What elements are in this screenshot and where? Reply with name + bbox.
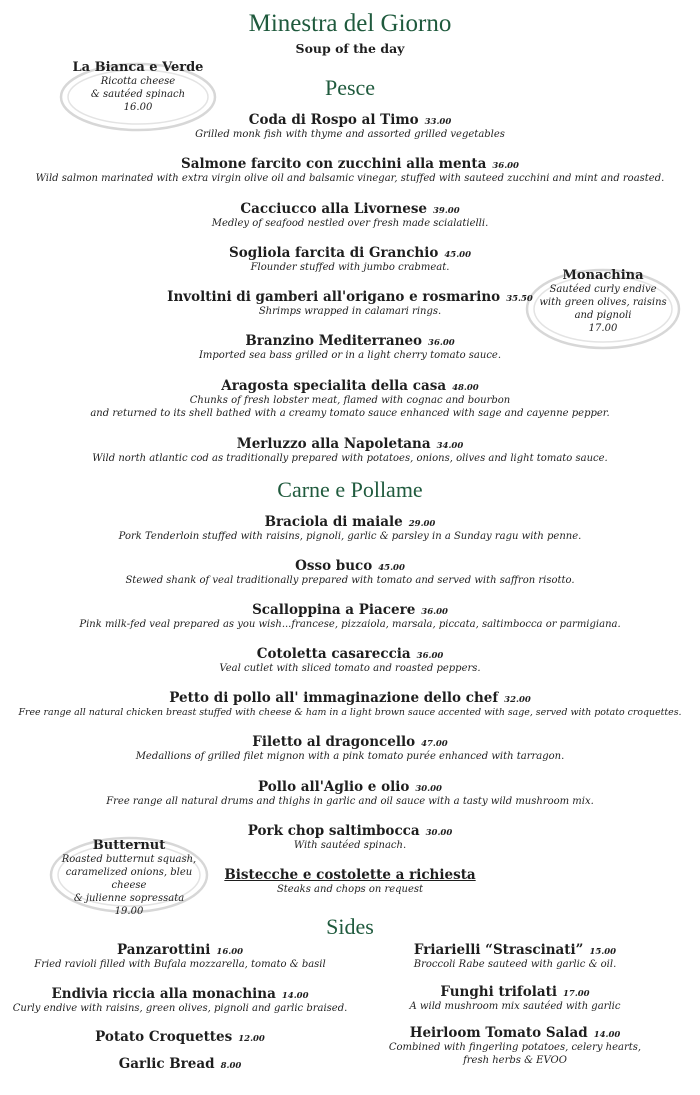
- section-title-carne: Carne e Pollame: [277, 477, 423, 502]
- item-description: Steaks and chops on request: [276, 884, 424, 895]
- item-description: fresh herbs & EVOO: [463, 1055, 567, 1066]
- side-item: [10, 983, 350, 1015]
- menu-item: [0, 643, 700, 675]
- item-price: 8.00: [220, 1061, 242, 1071]
- menu-item: [0, 242, 700, 274]
- item-description: Pork Tenderloin stuffed with raisins, pignoli, garlic & parsley in a Sunday ragu with penne.: [118, 531, 582, 542]
- item-description: Curly endive with raisins, green olives, pignoli and garlic braised.: [12, 1003, 348, 1014]
- item-name: Salmone farcito con zucchini alla menta: [181, 156, 487, 172]
- side-item: [10, 1053, 350, 1072]
- item-description: Wild salmon marinated with extra virgin olive oil and balsamic vinegar, stuffed with sauteed zucchini and mint and roasted.: [35, 173, 665, 184]
- special-monachina-name: Monachina: [562, 268, 644, 283]
- menu-item: [0, 776, 700, 808]
- item-price: 36.00: [428, 338, 455, 348]
- item-description: A wild mushroom mix sautéed with garlic: [409, 1001, 621, 1012]
- item-description: Flounder stuffed with jumbo crabmeat.: [250, 262, 450, 273]
- menu-item: [0, 330, 700, 362]
- special-butternut-price: 19.00: [114, 906, 144, 917]
- menu-item: [0, 820, 700, 852]
- item-price: 34.00: [436, 441, 464, 451]
- item-description: Pink milk-fed veal prepared as you wish...francese, pizzaiola, marsala, piccata, saltimbocca or parmigiana.: [79, 619, 621, 630]
- item-price: 12.00: [238, 1034, 265, 1044]
- item-description: With sautéed spinach.: [293, 840, 407, 851]
- item-price: 14.00: [593, 1030, 621, 1040]
- item-name: Branzino Mediterraneo: [245, 333, 423, 349]
- menu-item: [0, 153, 700, 185]
- special-bianca-line: & sautéed spinach: [90, 89, 186, 100]
- item-price: 16.00: [216, 947, 244, 957]
- side-item: [345, 1022, 685, 1067]
- item-price: 33.00: [424, 117, 452, 127]
- item-description: Grilled monk fish with thyme and assorted grilled vegetables: [195, 129, 505, 140]
- item-price: 35.50: [506, 294, 533, 304]
- special-bianca-line: Ricotta cheese: [100, 76, 176, 87]
- special-butternut-line: & julienne sopressata: [73, 893, 185, 904]
- special-monachina-line: Sautéed curly endive: [549, 284, 657, 295]
- item-name: Pork chop saltimbocca: [247, 823, 420, 839]
- item-description: Broccoli Rabe sauteed with garlic & oil.: [413, 959, 617, 970]
- item-price: 36.00: [421, 607, 448, 617]
- item-price: 29.00: [408, 519, 436, 529]
- special-monachina-line: with green olives, raisins: [539, 297, 667, 308]
- special-monachina-price: 17.00: [588, 323, 618, 334]
- special-butternut-line: caramelized onions, bleu cheese: [65, 867, 193, 891]
- item-description: Free range all natural drums and thighs in garlic and oil sauce with a tasty wild mushroom mix.: [106, 796, 594, 807]
- item-price: 36.00: [492, 161, 519, 171]
- item-description: Shrimps wrapped in calamari rings.: [258, 306, 442, 317]
- item-price: 30.00: [415, 784, 442, 794]
- item-price: 45.00: [444, 250, 471, 260]
- item-name: Osso buco: [295, 558, 373, 574]
- item-price: 39.00: [433, 206, 460, 216]
- menu-item: [0, 731, 700, 763]
- item-name: Potato Croquettes: [95, 1029, 233, 1045]
- item-name: Cotoletta casareccia: [256, 646, 411, 662]
- menu-item: [0, 375, 700, 420]
- item-description: Fried ravioli filled with Bufala mozzarella, tomato & basil: [34, 959, 326, 970]
- side-item: [10, 1026, 350, 1045]
- menu-item: [0, 599, 700, 631]
- item-price: 15.00: [589, 947, 617, 957]
- side-item: [345, 939, 685, 971]
- item-description: Wild north atlantic cod as traditionally prepared with potatoes, onions, olives and light tomato sauce.: [92, 453, 608, 464]
- menu-item: [120, 286, 580, 318]
- special-bianca-name: La Bianca e Verde: [72, 60, 204, 75]
- item-name: Panzarottini: [116, 942, 211, 958]
- special-monachina-line: and pignoli: [574, 310, 632, 321]
- side-item: [345, 981, 685, 1013]
- item-name: Cacciucco alla Livornese: [240, 201, 428, 217]
- item-description: Chunks of fresh lobster meat, flamed with cognac and bourbon: [189, 395, 511, 406]
- menu-item: [0, 511, 700, 543]
- side-item: [10, 939, 350, 971]
- item-name: Aragosta specialita della casa: [221, 378, 447, 394]
- item-description: Combined with fingerling potatoes, celery hearts,: [388, 1042, 642, 1053]
- menu-item: [0, 109, 700, 141]
- item-price: 47.00: [421, 739, 448, 749]
- item-description: Stewed shank of veal traditionally prepared with tomato and served with saffron risotto.: [125, 575, 575, 586]
- item-name: Funghi trifolati: [440, 984, 557, 1000]
- item-price: 48.00: [452, 383, 479, 393]
- item-name: Sogliola farcita di Granchio: [229, 245, 439, 261]
- menu-item: [0, 555, 700, 587]
- soup-title: Minestra del Giorno: [248, 10, 452, 37]
- menu-item: [0, 433, 700, 465]
- section-title-pesce: Pesce: [324, 75, 376, 100]
- item-price: 32.00: [504, 695, 531, 705]
- item-name: Garlic Bread: [118, 1056, 215, 1072]
- item-description: Medallions of grilled filet mignon with a pink tomato purée enhanced with tarragon.: [135, 751, 565, 762]
- item-price: 36.00: [416, 651, 444, 661]
- item-name: Coda di Rospo al Timo: [248, 112, 419, 128]
- item-description: Free range all natural chicken breast stuffed with cheese & ham in a light brown sauce accented with sage, served with potato croquettes.: [18, 707, 682, 718]
- soup-subtitle: Soup of the day: [295, 41, 405, 56]
- item-price: 17.00: [562, 989, 590, 999]
- item-name: Endivia riccia alla monachina: [51, 986, 276, 1002]
- item-name: Pollo all'Aglio e olio: [258, 779, 410, 795]
- menu-item: [0, 864, 700, 896]
- item-name: Braciola di maiale: [264, 514, 403, 530]
- special-butternut-name: Butternut: [92, 838, 166, 853]
- item-name: Friarielli “Strascinati”: [413, 942, 584, 958]
- item-description: Veal cutlet with sliced tomato and roasted peppers.: [219, 663, 481, 674]
- item-name: Involtini di gamberi all'origano e rosmarino: [167, 289, 501, 305]
- item-description: Medley of seafood nestled over fresh made scialatielli.: [211, 218, 489, 229]
- item-price: 45.00: [378, 563, 405, 573]
- menu-item: [0, 198, 700, 230]
- special-bianca-price: 16.00: [123, 102, 153, 113]
- section-title-sides: Sides: [326, 914, 374, 939]
- item-name: Filetto al dragoncello: [252, 734, 416, 750]
- item-price: 30.00: [425, 828, 453, 838]
- menu-item: [0, 687, 700, 719]
- item-description: Imported sea bass grilled or in a light cherry tomato sauce.: [198, 350, 502, 361]
- item-name: Petto di pollo all' immaginazione dello chef: [169, 690, 499, 706]
- special-butternut-line: Roasted butternut squash,: [61, 854, 197, 865]
- item-name: Heirloom Tomato Salad: [409, 1025, 588, 1041]
- item-price: 14.00: [281, 991, 309, 1001]
- item-name: Scalloppina a Piacere: [252, 602, 416, 618]
- item-name: Bistecche e costolette a richiesta: [224, 867, 476, 883]
- item-name: Merluzzo alla Napoletana: [236, 436, 431, 452]
- item-description: and returned to its shell bathed with a creamy tomato sauce enhanced with sage and cayenne pepper.: [90, 408, 610, 419]
